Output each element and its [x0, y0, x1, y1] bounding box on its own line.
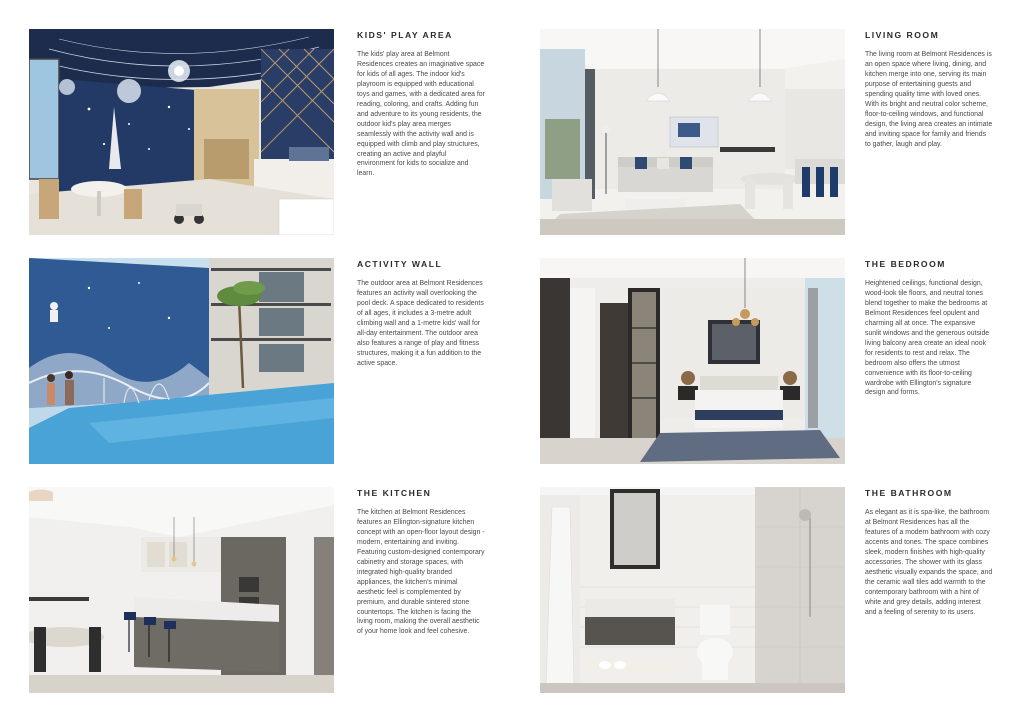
section-title: KIDS' PLAY AREA	[357, 30, 453, 40]
kitchen-text	[357, 488, 485, 637]
kids-play-area-photo	[29, 29, 334, 235]
section-body: As elegant as it is spa-like, the bathroom at Belmont Residences has all the features of a modern bathroom with cozy accents and tones. The space combines sleek, modern finishes with high-quality accessories. The shower with its glass aesthetic visually expands the space, and the ceramic wall tiles add warmth to the contemporary bathroom with a hint of white and grey details, adding interest and a feeling of serenity to its users.	[865, 509, 993, 616]
bedroom-text	[865, 259, 993, 398]
section-body: Heightened ceilings, functional design, wood-look tile floors, and neutral tones blend together to make the bedrooms at Belmont Residences feel opulent and charming all at once. The expansive sunlit windows and the generous outside living balcony area create an ideal nook for residents to rest and relax. The bedroom also offers the utmost convenience with its floor-to-ceiling wardrobe with Ellington's signature design and forms.	[865, 280, 990, 397]
section-title: THE BEDROOM	[865, 259, 946, 269]
section-body: The living room at Belmont Residences is an open space where living, dining, and kitchen merge into one, serving its main purpose of entertaining guests and spending quality time with loved ones. With its bright and neutral color scheme, floor-to-ceiling windows, and functional design, the living area creates an intimate and inviting space for family and friends to gather, laugh and play.	[865, 51, 993, 148]
living-room-photo	[540, 29, 845, 235]
section-body: The outdoor area at Belmont Residences features an activity wall overlooking the pool deck. A space dedicated to residents of all ages, it includes a 3-metre adult climbing wall and a 1-metre kids' wall for all-day entertainment. The outdoor area also features a range of play and fitness structures, making it a fun addition to the active space.	[357, 280, 484, 367]
activity-wall-photo	[29, 258, 334, 464]
section-title: ACTIVITY WALL	[357, 259, 443, 269]
section-body: The kitchen at Belmont Residences features an Ellington-signature kitchen concept with an open-floor layout design - modern, entertaining and inviting. Featuring custom-designed contemporary cabinetry and storage spaces, with integrated high-quality branded appliances, the kitchen's minimal aesthetic feel is complemented by premium, and durable sintered stone countertops. The kitchen is facing the living room, making the overall aesthetic of your home look and feel cohesive.	[357, 509, 485, 636]
bedroom-photo	[540, 258, 845, 464]
kitchen-photo	[29, 487, 334, 693]
section-title: LIVING ROOM	[865, 30, 940, 40]
section-title: THE BATHROOM	[865, 488, 953, 498]
living-room-text	[865, 30, 993, 150]
kids-play-area-text	[357, 30, 485, 179]
section-title: THE KITCHEN	[357, 488, 432, 498]
section-body: The kids' play area at Belmont Residences creates an imaginative space for kids of all ages. The indoor kid's playroom is equipped with educational toys and games, with a dedicated area for reading, coloring, and crafts. Adding fun and adventure to its young residents, the outdoor kid's play area merges seamlessly with the activity wall and is equipped with climb and play structures, creating an active and playful environment for kids to socialize and learn.	[357, 51, 485, 178]
bathroom-text	[865, 488, 993, 617]
activity-wall-text	[357, 259, 485, 369]
bathroom-photo	[540, 487, 845, 693]
